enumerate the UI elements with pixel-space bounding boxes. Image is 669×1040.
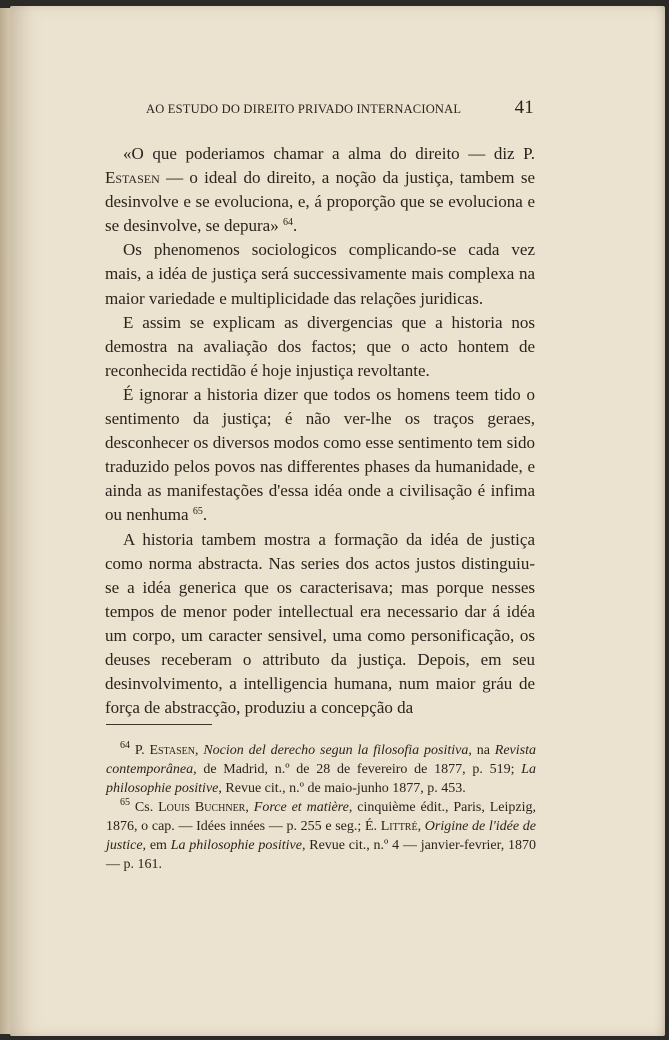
footnote-64-sep2: , na	[468, 743, 495, 758]
footnote-64-author: P. Estasen	[134, 743, 195, 758]
paragraph-2: Os phenomenos sociologicos complicando-se cada vez mais, a idéa de justiça será successivamente mais complexa na maior variedade e multiplicidade das relações juridicas.	[105, 240, 535, 308]
footnote-65	[106, 798, 536, 874]
footnote-ref-65[interactable]: 65	[192, 506, 203, 518]
footnote-64-end: , Revue cit., n.º de maio-junho 1877, p. 453.	[218, 781, 466, 796]
footnote-65-work3: La philosophie positive	[170, 838, 302, 853]
footnote-65-end: , Revue cit., n.º 4 — janvier-fevrier, 1870 — p. 161.	[106, 838, 537, 872]
footnotes	[106, 741, 536, 874]
footnote-65-author: Louis Buchner	[158, 800, 246, 815]
paragraph-1	[105, 142, 535, 238]
footnote-65-mark: 65	[120, 797, 130, 808]
p4-end: .	[202, 505, 208, 525]
running-header	[146, 97, 534, 123]
footnote-65-mid2: , em	[142, 838, 171, 853]
running-title: AO ESTUDO DO DIREITO PRIVADO INTERNACIONAL	[146, 102, 462, 116]
footnote-65-work: Force et matière	[253, 800, 349, 815]
page-number: 41	[514, 97, 534, 118]
footnote-64-work2: La philosophie positive	[106, 762, 536, 796]
footnote-64-mid: , de Madrid, n.º de 28 de fevereiro de 1877, p. 519;	[193, 762, 522, 777]
footnote-65-sep2: ,	[417, 819, 425, 834]
footnote-65-work2: Origine de l'idée de justice	[106, 819, 536, 853]
p1-end: .	[292, 216, 298, 236]
main-text	[105, 142, 535, 720]
footnote-64-mark: 64	[120, 740, 130, 751]
paragraph-4	[105, 383, 535, 528]
footnote-64-work: Nocion del derecho segun la filosofia positiva	[203, 743, 469, 758]
p1-author: Estasen	[105, 168, 160, 188]
footnote-64	[106, 741, 536, 798]
p1-rest: — o ideal do direito, a noção da justiça, tambem se desinvolve e se evoluciona, e, á proporção que se evoluciona e se desinvolve, se depura»	[105, 168, 535, 236]
footnote-ref-64[interactable]: 64	[282, 217, 293, 229]
footnote-64-sep1: ,	[194, 743, 204, 758]
footnote-64-journal: Revista contemporânea	[106, 743, 536, 777]
p4-text: É ignorar a historia dizer que todos os homens teem tido o sentimento da justiça; é não ver-lhe os traços geraes, desconhecer os diversos modos como esse sentimento tem sido traduzido pelos povos nas differentes phases da humanidade, e ainda as manifestações d'essa idéa onde a civilisação é infima ou nenhuma	[105, 384, 535, 525]
footnote-65-sep1: ,	[245, 800, 254, 815]
p1-open: «O que poderiamos chamar a alma do direito — diz P.	[123, 144, 535, 163]
paragraph-5: A historia tambem mostra a formação da idéa de justiça como norma abstracta. Nas series dos actos justos distinguiu-se a idéa generica que os caracterisava; mas porque nesses tempos de menor poder intellectual era necessario dar á idéa um corpo, um caracter sensivel, uma como personificação, os deuses receberam o attributo da justiça. Depois, em seu desinvolvimento, a intelligencia humana, num maior gráu de força de abstracção, produziu a concepção da	[105, 529, 535, 718]
paragraph-3: E assim se explicam as divergencias que a historia nos demostra na avaliação dos factos; que o acto hontem de reconhecida rectidão é hoje injustiça revoltante.	[105, 312, 535, 380]
footnote-65-pre: Cs.	[134, 800, 159, 815]
footnote-65-mid1: , cinquième édit., Paris, Leipzig, 1876, o cap. — Idées innées — p. 255 e seg.; É.	[106, 800, 537, 834]
footnote-rule	[106, 724, 212, 725]
footnote-65-author2: Littré	[380, 819, 418, 834]
